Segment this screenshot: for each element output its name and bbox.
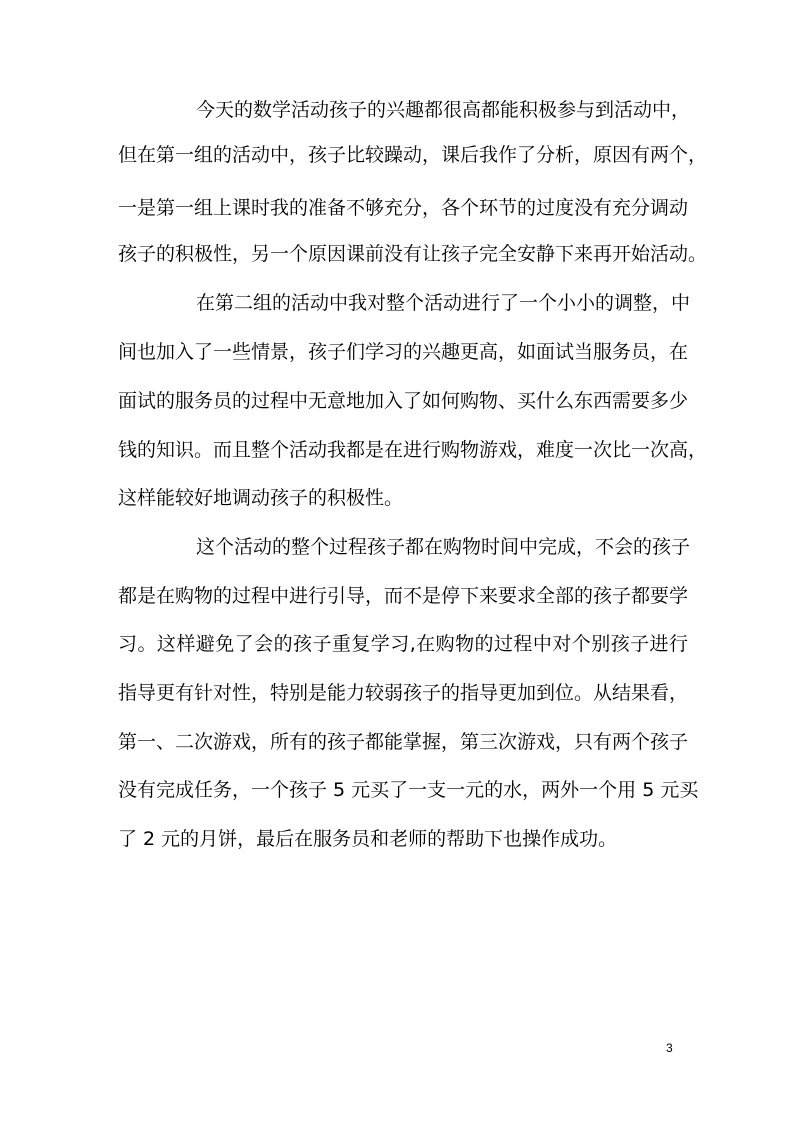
page-number: 3 — [666, 1041, 673, 1055]
paragraph-2-line-4: 钱的知识。而且整个活动我都是在进行购物游戏，难度一次比一次高， — [118, 439, 708, 461]
paragraph-3-line-5: 第一、二次游戏，所有的孩子都能掌握，第三次游戏，只有两个孩子 — [118, 731, 689, 753]
paragraph-3-line-3: 习。这样避免了会的孩子重复学习,在购物的过程中对个别孩子进行 — [118, 633, 688, 655]
paragraph-3-line-6: 没有完成任务，一个孩子 5 元买了一支一元的水，两外一个用 5 元买 — [118, 779, 699, 801]
paragraph-3-line-4: 指导更有针对性，特别是能力较弱孩子的指导更加到位。从结果看， — [118, 682, 689, 704]
paragraph-2-line-3: 面试的服务员的过程中无意地加入了如何购物、买什么东西需要多少 — [118, 390, 689, 412]
paragraph-3-line-1: 这个活动的整个过程孩子都在购物时间中完成，不会的孩子 — [196, 536, 691, 558]
paragraph-1-line-2: 但在第一组的活动中，孩子比较躁动，课后我作了分析，原因有两个， — [118, 144, 708, 166]
paragraph-2-line-2: 间也加入了一些情景，孩子们学习的兴趣更高，如面试当服务员，在 — [118, 341, 689, 363]
paragraph-1-line-4: 孩子的积极性，另一个原因课前没有让孩子完全安静下来再开始活动。 — [118, 243, 708, 265]
paragraph-2-line-1: 在第二组的活动中我对整个活动进行了一个小小的调整，中 — [196, 292, 691, 314]
paragraph-2-line-5: 这样能较好地调动孩子的积极性。 — [118, 487, 404, 509]
paragraph-3-line-7: 了 2 元的月饼，最后在服务员和老师的帮助下也操作成功。 — [118, 828, 618, 850]
paragraph-3-line-2: 都是在购物的过程中进行引导，而不是停下来要求全部的孩子都要学 — [118, 585, 689, 607]
paragraph-1-line-3: 一是第一组上课时我的准备不够充分，各个环节的过度没有充分调动 — [118, 197, 689, 219]
paragraph-1-line-1: 今天的数学活动孩子的兴趣都很高都能积极参与到活动中， — [196, 99, 691, 121]
